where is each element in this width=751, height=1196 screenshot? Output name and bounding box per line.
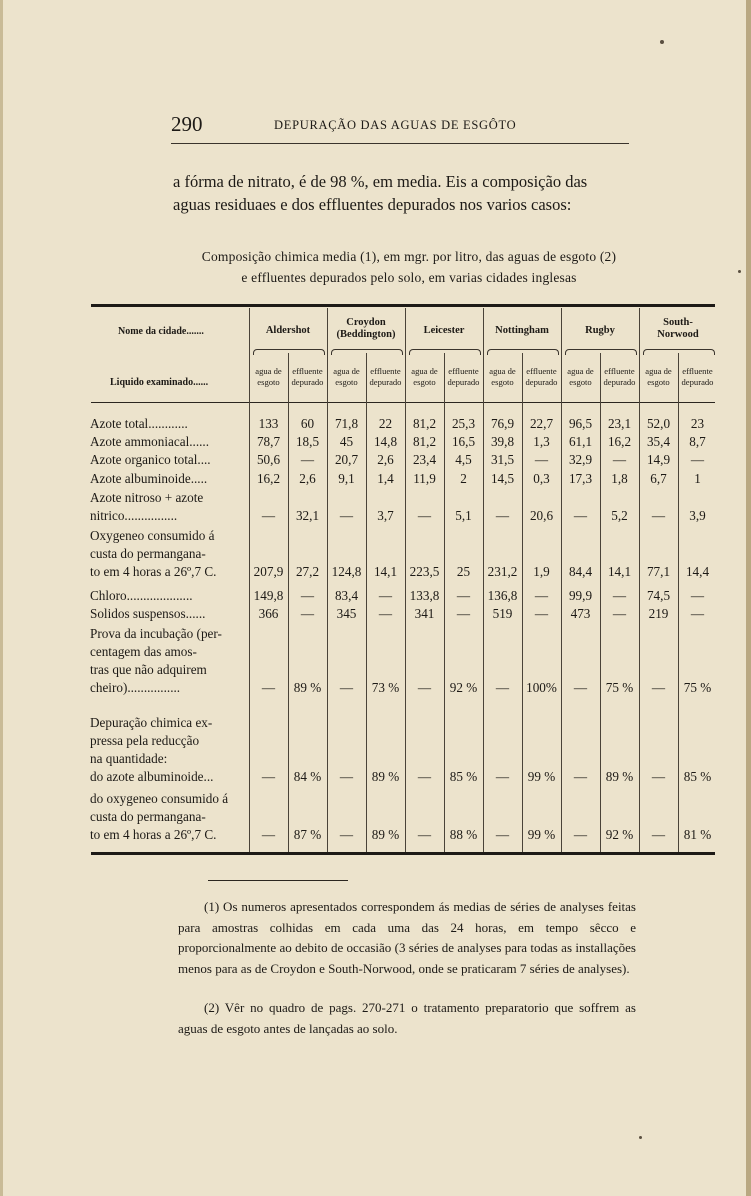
- row-label: [90, 470, 250, 488]
- row-label-line: Azote organico total....: [90, 452, 211, 467]
- table-cell: 3,9: [689, 508, 706, 523]
- city-header-brace: [565, 349, 637, 355]
- row-label-line: pressa pela reducção: [90, 733, 200, 748]
- table-cell: 22: [378, 416, 393, 431]
- subcolumn-header-line: agua de: [489, 366, 516, 376]
- table-cell: —: [417, 827, 432, 842]
- table-cell: —: [612, 588, 627, 603]
- table-cell: —: [534, 452, 549, 467]
- subcolumn-header-line: depurado: [447, 377, 480, 387]
- table-bottom-rule: [91, 852, 715, 855]
- row-label-line: custa do permangana-: [90, 546, 206, 561]
- table-cell: —: [261, 769, 276, 784]
- table-cell: —: [261, 680, 276, 695]
- subcolumn-header-line: esgoto: [413, 377, 436, 387]
- table-cell: 99 %: [527, 769, 556, 784]
- table-cell: 14,8: [373, 434, 398, 449]
- table-cell: 84,4: [568, 564, 593, 579]
- row-label-line: na quantidade:: [90, 751, 168, 766]
- city-name-line: Aldershot: [265, 325, 311, 336]
- table-cell: 136,8: [487, 588, 518, 603]
- table-cell: 17,3: [568, 471, 593, 486]
- intro-paragraph: [173, 170, 633, 216]
- table-cell: 75 %: [605, 680, 634, 695]
- table-cell: —: [495, 827, 510, 842]
- table-cell: 124,8: [331, 564, 362, 579]
- table-cell: 1: [694, 471, 701, 486]
- subcolumn-header: [678, 366, 717, 388]
- table-cell: 73 %: [371, 680, 400, 695]
- subcolumn-header-line: depurado: [291, 377, 324, 387]
- table-cell: —: [573, 680, 588, 695]
- row-label-line: Azote nitroso + azote: [90, 490, 204, 505]
- table-cell: 60: [300, 416, 315, 431]
- city-header-brace: [331, 349, 403, 355]
- row-label: [90, 527, 250, 581]
- table-cell: 366: [258, 606, 279, 621]
- subcolumn-header-line: agua de: [645, 366, 672, 376]
- table-cell: 11,9: [413, 471, 436, 486]
- table-cell: 519: [492, 606, 513, 621]
- city-header: [249, 325, 327, 337]
- table-cell: —: [651, 508, 666, 523]
- table-cell: 87 %: [293, 827, 322, 842]
- table-cell: 100%: [526, 680, 557, 695]
- table-cell: —: [417, 769, 432, 784]
- row-label: [90, 625, 250, 697]
- row-label-line: cheiro)................: [90, 680, 181, 695]
- table-header-rule: [91, 402, 715, 403]
- row-label-line: nitrico................: [90, 508, 178, 523]
- subcolumn-header: [600, 366, 639, 388]
- table-cell: 22,7: [529, 416, 554, 431]
- table-cell: —: [690, 452, 705, 467]
- table-cell: 52,0: [646, 416, 671, 431]
- table-cell: 219: [648, 606, 669, 621]
- city-name-line: Leicester: [423, 325, 465, 336]
- table-cell: 31,5: [490, 452, 515, 467]
- row-label-line: Azote ammoniacal......: [90, 434, 210, 449]
- table-cell: 14,9: [646, 452, 671, 467]
- table-cell: —: [378, 606, 393, 621]
- city-header: [327, 317, 405, 341]
- table-cell: —: [573, 769, 588, 784]
- table-cell: 23: [690, 416, 705, 431]
- table-cell: —: [495, 769, 510, 784]
- row-label: [90, 605, 250, 623]
- subcolumn-header-line: agua de: [333, 366, 360, 376]
- city-name-line: Norwood: [657, 329, 699, 340]
- subcolumn-header-line: esgoto: [257, 377, 280, 387]
- subcolumn-header-line: depurado: [525, 377, 558, 387]
- row-label: [90, 790, 250, 844]
- table-cell: 8,7: [689, 434, 706, 449]
- table-top-rule: [91, 304, 715, 307]
- city-header: [483, 325, 561, 337]
- subcolumn-header: [561, 366, 600, 388]
- city-name-line: (Beddington): [336, 329, 396, 340]
- row-label: [90, 451, 250, 469]
- table-cell: 75 %: [683, 680, 712, 695]
- table-cell: 18,5: [295, 434, 320, 449]
- subcolumn-header-line: depurado: [681, 377, 714, 387]
- row-label-line: custa do permangana-: [90, 809, 206, 824]
- subcolumn-header-line: effluente: [292, 366, 323, 376]
- subcolumn-header: [522, 366, 561, 388]
- table-cell: 89 %: [371, 769, 400, 784]
- city-name-line: Croydon: [346, 317, 386, 328]
- caption-line: e effluentes depurados pelo solo, em varias cidades inglesas: [241, 270, 577, 285]
- row-label-line: Oxygeneo consumido á: [90, 528, 215, 543]
- table-cell: —: [651, 827, 666, 842]
- table-cell: 84 %: [293, 769, 322, 784]
- table-cell: 14,1: [607, 564, 632, 579]
- subcolumn-header-line: depurado: [603, 377, 636, 387]
- table-cell: 45: [339, 434, 354, 449]
- table-cell: 81,2: [412, 416, 437, 431]
- table-cell: 99,9: [568, 588, 593, 603]
- table-cell: —: [612, 606, 627, 621]
- table-cell: —: [612, 452, 627, 467]
- table-cell: 133: [258, 416, 279, 431]
- table-cell: —: [456, 606, 471, 621]
- subcolumn-header-line: esgoto: [491, 377, 514, 387]
- table-cell: 9,1: [338, 471, 355, 486]
- row-label-line: to em 4 horas a 26º,7 C.: [90, 827, 217, 842]
- table-cell: 88 %: [449, 827, 478, 842]
- subcolumn-header-line: effluente: [604, 366, 635, 376]
- table-cell: —: [651, 769, 666, 784]
- table-cell: 14,4: [685, 564, 710, 579]
- table-cell: 50,6: [256, 452, 281, 467]
- footnote-1: (1) Os numeros apresentados correspondem ás medias de séries de analyses feitas para amostras colhidas em cada uma das 24 horas, em tempo sêcco e proporcionalmente ao debito de occasião (3 séries de analyses para todas as installações menos para as de Croydon e South-Norwood, onde se praticaram 7 séries de analyses).: [178, 899, 636, 976]
- table-cell: 1,3: [533, 434, 550, 449]
- subcolumn-header-line: esgoto: [647, 377, 670, 387]
- row-label: [90, 714, 250, 786]
- row-label: [90, 489, 250, 525]
- table-cell: 83,4: [334, 588, 359, 603]
- table-cell: 81,2: [412, 434, 437, 449]
- table-cell: —: [690, 606, 705, 621]
- page-number: 290: [171, 112, 203, 136]
- table-cell: 25: [456, 564, 471, 579]
- table-cell: 77,1: [646, 564, 671, 579]
- row-label: [90, 433, 250, 451]
- intro-line: a fórma de nitrato, é de 98 %, em media. Eis a composição das: [173, 172, 588, 191]
- table-cell: —: [261, 508, 276, 523]
- table-cell: 74,5: [646, 588, 671, 603]
- table-cell: —: [495, 508, 510, 523]
- table-cell: 20,6: [529, 508, 554, 523]
- table-cell: 61,1: [568, 434, 593, 449]
- row-label: [90, 587, 250, 605]
- subcolumn-header: [366, 366, 405, 388]
- table-cell: —: [573, 827, 588, 842]
- table-cell: —: [417, 508, 432, 523]
- row-label-line: do oxygeneo consumido á: [90, 791, 229, 806]
- table-cell: 2: [460, 471, 467, 486]
- subcolumn-header-line: effluente: [682, 366, 713, 376]
- table-cell: —: [339, 680, 354, 695]
- liquid-type-header-label: Liquido examinado......: [110, 377, 209, 388]
- header-rule: [171, 143, 629, 144]
- table-cell: 92 %: [449, 680, 478, 695]
- table-cell: 5,1: [455, 508, 472, 523]
- paper-speck: [738, 270, 741, 273]
- table-cell: 1,4: [377, 471, 394, 486]
- table-cell: 473: [570, 606, 591, 621]
- row-label-line: Chloro....................: [90, 588, 193, 603]
- table-cell: —: [261, 827, 276, 842]
- table-cell: 149,8: [253, 588, 284, 603]
- table-cell: 32,1: [295, 508, 320, 523]
- city-header-brace: [487, 349, 559, 355]
- table-cell: 27,2: [295, 564, 320, 579]
- table-cell: —: [651, 680, 666, 695]
- table-cell: 133,8: [409, 588, 440, 603]
- table-cell: 16,5: [451, 434, 476, 449]
- table-cell: 81 %: [683, 827, 712, 842]
- city-name-line: Rugby: [585, 325, 615, 336]
- footnote-rule: [208, 880, 348, 881]
- table-cell: 35,4: [646, 434, 671, 449]
- table-cell: 23,4: [412, 452, 437, 467]
- table-cell: 14,5: [490, 471, 515, 486]
- table-cell: 32,9: [568, 452, 593, 467]
- subcolumn-header: [444, 366, 483, 388]
- table-cell: —: [495, 680, 510, 695]
- table-cell: 20,7: [334, 452, 359, 467]
- subcolumn-header-line: effluente: [370, 366, 401, 376]
- table-cell: 85 %: [449, 769, 478, 784]
- table-cell: 96,5: [568, 416, 593, 431]
- table-cell: —: [339, 508, 354, 523]
- table-cell: 89 %: [371, 827, 400, 842]
- table-cell: 39,8: [490, 434, 515, 449]
- table-cell: 16,2: [256, 471, 281, 486]
- subcolumn-header: [327, 366, 366, 388]
- table-cell: 345: [336, 606, 357, 621]
- subcolumn-header-line: esgoto: [335, 377, 358, 387]
- table-cell: —: [573, 508, 588, 523]
- row-label-line: Prova da incubação (per-: [90, 626, 222, 641]
- table-cell: —: [690, 588, 705, 603]
- city-header: [639, 317, 717, 341]
- table-cell: 25,3: [451, 416, 476, 431]
- subcolumn-header-line: agua de: [411, 366, 438, 376]
- row-label-line: centagem das amos-: [90, 644, 197, 659]
- row-label-line: tras que não adquirem: [90, 662, 207, 677]
- table-cell: 223,5: [409, 564, 440, 579]
- table-cell: 92 %: [605, 827, 634, 842]
- subcolumn-header-line: agua de: [567, 366, 594, 376]
- intro-line: aguas residuaes e dos effluentes depurados nos varios casos:: [173, 195, 572, 214]
- table-cell: —: [300, 452, 315, 467]
- subcolumn-header-line: agua de: [255, 366, 282, 376]
- table-cell: —: [339, 827, 354, 842]
- row-label-line: Azote total............: [90, 416, 188, 431]
- table-cell: —: [339, 769, 354, 784]
- row-label-line: to em 4 horas a 26º,7 C.: [90, 564, 217, 579]
- table-cell: 341: [414, 606, 435, 621]
- city-header-brace: [253, 349, 325, 355]
- table-cell: 1,8: [611, 471, 628, 486]
- table-cell: 76,9: [490, 416, 515, 431]
- row-label-line: Azote albuminoide.....: [90, 471, 208, 486]
- table-cell: —: [378, 588, 393, 603]
- subcolumn-header-line: esgoto: [569, 377, 592, 387]
- subcolumn-header-line: depurado: [369, 377, 402, 387]
- table-cell: 16,2: [607, 434, 632, 449]
- caption-line: Composição chimica media (1), em mgr. por litro, das aguas de esgoto (2): [201, 249, 617, 264]
- city-name-line: Nottingham: [495, 325, 549, 336]
- table-cell: 6,7: [650, 471, 667, 486]
- table-cell: 5,2: [611, 508, 628, 523]
- city-header-brace: [409, 349, 481, 355]
- table-cell: 3,7: [377, 508, 394, 523]
- table-cell: 1,9: [533, 564, 550, 579]
- table-cell: 14,1: [373, 564, 398, 579]
- table-cell: 99 %: [527, 827, 556, 842]
- table-cell: 23,1: [607, 416, 632, 431]
- row-label-line: Depuração chimica ex-: [90, 715, 213, 730]
- table-cell: —: [417, 680, 432, 695]
- city-header: [561, 325, 639, 337]
- table-cell: 71,8: [334, 416, 359, 431]
- running-header: [171, 112, 631, 142]
- table-cell: 89 %: [293, 680, 322, 695]
- table-cell: 4,5: [455, 452, 472, 467]
- row-label-line: do azote albuminoide...: [90, 769, 214, 784]
- subcolumn-header: [639, 366, 678, 388]
- city-header: [405, 325, 483, 337]
- subcolumn-header: [405, 366, 444, 388]
- table-cell: —: [534, 588, 549, 603]
- table-cell: 231,2: [487, 564, 518, 579]
- table-cell: 78,7: [256, 434, 281, 449]
- row-label: [90, 415, 250, 433]
- table-cell: 2,6: [299, 471, 316, 486]
- table-cell: —: [300, 606, 315, 621]
- table-cell: 207,9: [253, 564, 284, 579]
- table-cell: —: [456, 588, 471, 603]
- table-cell: —: [300, 588, 315, 603]
- footnote-2: (2) Vêr no quadro de pags. 270-271 o tratamento preparatorio que soffrem as aguas de esgoto antes de lançadas ao solo.: [178, 1000, 636, 1036]
- table-cell: 89 %: [605, 769, 634, 784]
- table-cell: —: [534, 606, 549, 621]
- city-name-header-label: Nome da cidade.......: [118, 326, 204, 337]
- subcolumn-header-line: effluente: [448, 366, 479, 376]
- paper-speck: [660, 40, 664, 44]
- table-cell: 85 %: [683, 769, 712, 784]
- subcolumn-header-line: effluente: [526, 366, 557, 376]
- row-label-line: Solidos suspensos......: [90, 606, 206, 621]
- city-name-line: South-: [663, 317, 693, 328]
- table-cell: 0,3: [533, 471, 550, 486]
- paper-speck: [639, 1136, 642, 1139]
- table-cell: 2,6: [377, 452, 394, 467]
- subcolumn-header: [483, 366, 522, 388]
- table-caption: [83, 246, 735, 288]
- city-header-brace: [643, 349, 715, 355]
- subcolumn-header: [288, 366, 327, 388]
- subcolumn-header: [249, 366, 288, 388]
- running-title: DEPURAÇÃO DAS AGUAS DE ESGÔTO: [274, 118, 517, 132]
